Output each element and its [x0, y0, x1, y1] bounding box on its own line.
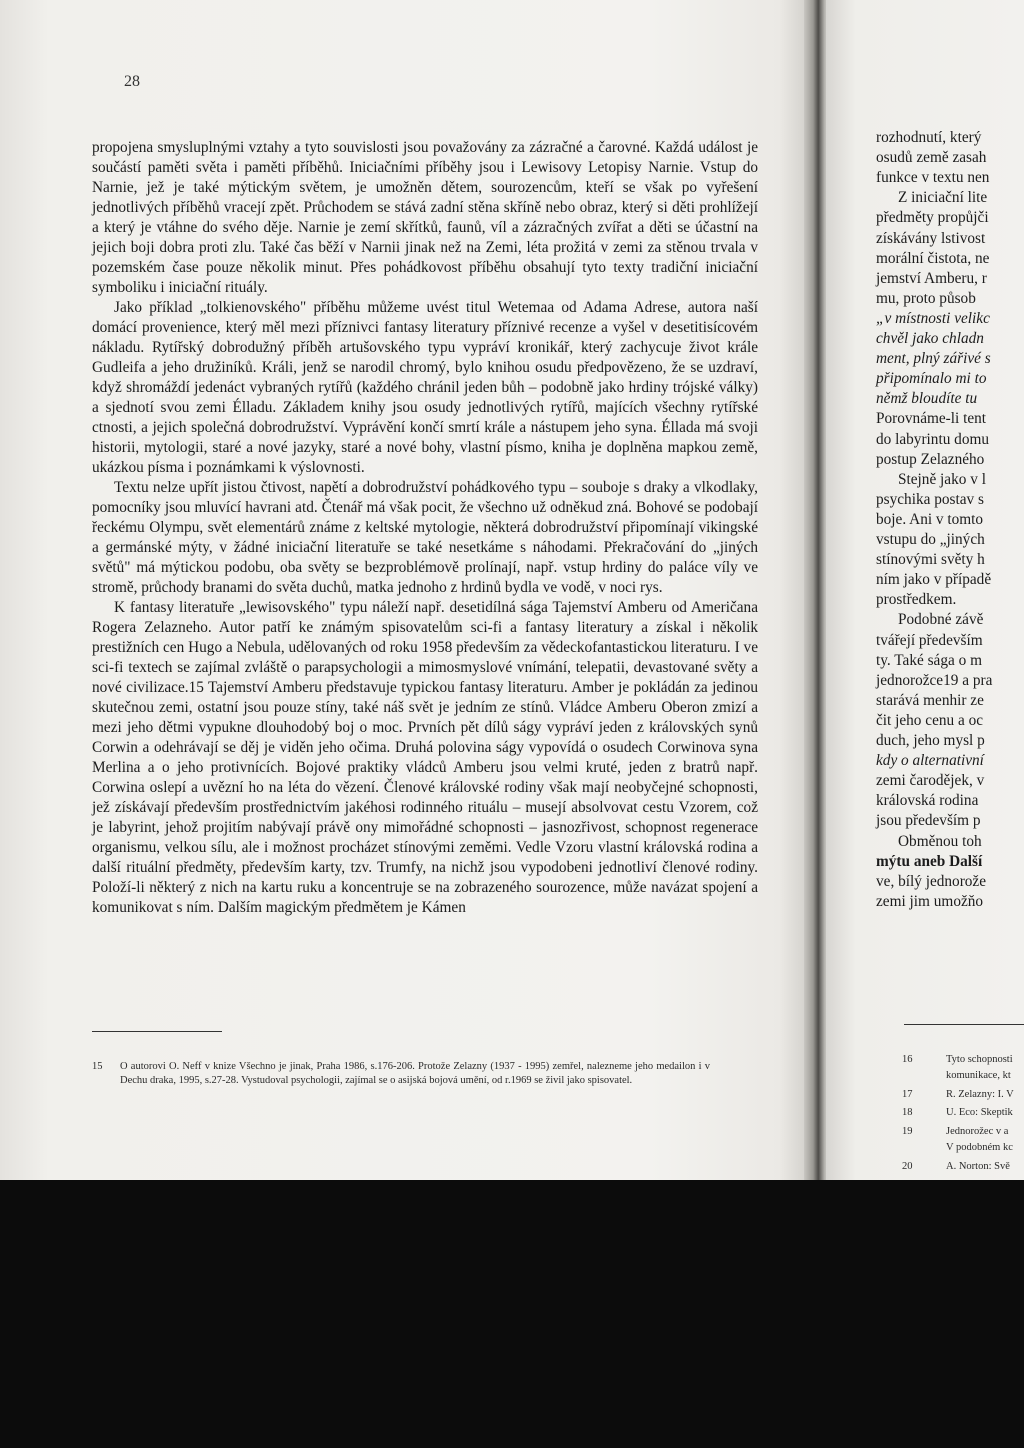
right-footnote-number: 18	[902, 1107, 913, 1118]
right-footnote-text: Jednorožec v a	[946, 1126, 1009, 1137]
right-page-line: ment, plný zářivé s	[876, 350, 991, 368]
right-footnote-number: 20	[902, 1161, 913, 1172]
paragraph: Jako příklad „tolkienovského" příběhu můžeme uvést titul Wetemaa od Adama Adrese, autora naší domácí provenience, který měl mezi příznivci fantasy literatury příznivé recenze a vyšel v desetitisícovém nákladu. Rytířský dobrodužný příběh artušovského typu vypráví kronikář, který zachycuje život krále Gudleifa a jeho družiníků. Králi, jenž se narodil chromý, bylo knihou osudu předpovězeno, že se uzdraví, když shromáždí jedenáct vybraných rytířů (každého chránil jeden bůh – podobně jako hrdiny trójské války) a sjednotí svou zemi Élladu. Základem knihy jsou osudy jednotlivých rytířů, majících všechny rytířské ctnosti, a jejich společná dobrodružství. Vyprávění končí smrtí krále a nástupem jeho syna. Éllada má svoji historii, mytologii, staré a nové jazyky, staré a nové bohy, vlastní písmo, kniha je doplněna mapkou země, ukázkou písma i poznámkami k výslovnosti.	[92, 299, 758, 476]
right-page-line: „v místnosti velikc	[876, 309, 990, 327]
right-page-line: němž bloudíte tu	[876, 390, 978, 408]
right-page-line: morální čistota, ne	[876, 249, 990, 267]
right-footnote-number: 16	[902, 1054, 913, 1065]
right-page	[826, 0, 1024, 1183]
right-footnote-number: 17	[902, 1089, 913, 1100]
right-page-line: zemi jim umožňo	[876, 892, 984, 910]
right-footnote-text: U. Eco: Skeptik	[946, 1107, 1013, 1118]
right-page-line: rozhodnutí, který	[876, 129, 982, 146]
right-page-line: mu, proto působ	[876, 289, 976, 307]
footnote-text: O autorovi O. Neff v knize Všechno je jinak, Praha 1986, s.176-206. Protože Zelazny (1937 - 1995) zemřel, nalezneme jeho medailon i v Dechu draka, 1995, s.27-28. Vystudoval psychologii, zajímal se o asijská bojová umění, od r.1969 se živil jako spisovatel.	[120, 1061, 710, 1086]
right-page-line: předměty propůjči	[876, 209, 989, 227]
right-page-line: Z iniciační lite	[898, 189, 988, 207]
paragraph: Textu nelze upřít jistou čtivost, napětí a dobrodružství pohádkového typu – souboje s draky a vlkodlaky, pomocníky jsou mluvící havrani atd. Čtenář má však pocit, že všechno už odněkud zná. Bohové se podobají řeckému Olympu, svět elementárů známe z keltské mytologie, některá dobrodružství připomínají vikingské a germánské mýty, v žádné iniciační literatuře se také nesetkáme s náhodami. Překračování do „jiných světů" má mýtickou podobu, oba světy se bezproblémově prolínají, např. vstup hrdiny do paláce víly ve stromě, průchody branami do světa duchů, matka jednoho z hrdinů bydla ve vodě, v noci rys.	[92, 479, 758, 596]
right-footnote-text: R. Zelazny: I. V	[946, 1089, 1014, 1100]
right-page-line: královská rodina	[876, 792, 979, 810]
right-page-line: získávány lstivost	[876, 229, 986, 247]
right-page-line: vstupu do „jiných	[876, 531, 985, 548]
right-page-line: stínovými světy h	[876, 551, 985, 569]
right-page-line: jednorožce19 a pra	[876, 671, 993, 689]
right-page-line: mýtu aneb Další	[876, 852, 983, 870]
right-page-line: chvěl jako chladn	[876, 330, 984, 347]
right-page-line: prostředkem.	[876, 591, 957, 609]
right-page-line: ty. Také sága o m	[876, 651, 982, 669]
scanner-background	[0, 1180, 1024, 1448]
right-footnote-text: Tyto schopnosti	[946, 1054, 1013, 1065]
right-page-line: Stejně jako v l	[898, 470, 986, 488]
footnote-rule	[904, 1024, 1024, 1025]
paragraph: propojena smysluplnými vztahy a tyto souvislosti jsou považovány za zázračné a čarovné. Každá událost je součástí paměti světa i paměti příběhů. Iniciačními příběhy jsou i Lewisovy Letopisy Narnie. Vstup do Narnie, jež je také mýtickým světem, je umožněn dětem, sourozencům, kteří se však po vyřešení jednotlivých příběhů vracejí zpět. Průchodem se stává zadní stěna skříně nebo obraz, který si děti prohlížejí a který je vtáhne do svého děje. Narnie je zemí skřítků, faunů, víl a zázračných zvířat a děti se účastní na jejich boji dobra proti zlu. Také čas běží v Narnii jinak než na Zemi, léta prožitá v zemi za stěnou trvala v pozemském čase pouze několik minut. Přes pohádkovost příběhu obsahují tyto texty tradiční iniciační symboliku i iniciační rituály.	[92, 139, 758, 296]
right-page-line: Obměnou toh	[898, 832, 982, 850]
right-page-line: ním jako v případě	[876, 571, 992, 589]
right-page-line: čit jeho cenu a oc	[876, 711, 984, 729]
right-page-line: duch, jeho mysl p	[876, 732, 985, 749]
right-page-line: osudů země zasah	[876, 149, 987, 167]
right-page-line: do labyrintu domu	[876, 430, 990, 448]
right-page-line: Porovnáme-li tent	[876, 410, 987, 428]
page-number: 28	[124, 73, 140, 90]
right-page-line: boje. Ani v tomto	[876, 510, 984, 528]
right-footnote-text: A. Norton: Svě	[946, 1161, 1010, 1172]
right-page-line: jsou především p	[876, 812, 981, 830]
paragraph: K fantasy literatuře „lewisovského" typu náleží např. desetidílná sága Tajemství Amberu od Američana Rogera Zelazneho. Autor patří ke známým spisovatelům sci-fi a fantasy literatury a získal i několik prestižních cen Hugo a Nebula, udělovaných od roku 1958 především za vědeckofantastickou literaturu. I ve sci-fi textech se zajímal zvláště o parapsychologii a mimosmyslové vnímání, telepatii, devastované světy a nové civilizace.15 Tajemství Amberu představuje typickou fantasy literaturu. Amber je pokládán za jedinou skutečnou zemi, ostatní jsou pouze stíny, také náš svět je jedním ze stínů. Vládce Amberu Oberon zmizí a mezi jeho dětmi vypukne dlouhodobý boj o moc. Prvních pět dílů ságy vypráví jeden z královských synů Corwin a odehrávají se děj je viděn jeho očima. Druhá polovina ságy vypovídá o osudech Corwinova syna Merlina a o jeho protivnících. Bojové praktiky vládců Amberu jsou velmi kruté, jeden z bratrů např. Corwina oslepí a uvězní ho na léta do vězení. Členové královské rodiny však mají neobyčejné schopnosti, jež získávají především prostřednictvím jakéhosi rodinného rituálu – musejí absolvovat cestu Vzorem, což je labyrint, jehož projitím nabývají právě ony mimořádné schopnosti – jasnozřivost, schopnost regenerace organismu, velkou sílu, ale i možnost procházet stínovými zeměmi. Vedle Vzoru vlastní královská rodina a další rituální předměty, především karty, tzv. Trumfy, na nichž jsou vypodobeni jednotliví členové rodiny. Položí-li některý z nich na kartu ruku a koncentruje se na zobrazeného sourozence, může navázat spojení a komunikovat s ním. Dalším magickým předmětem je Kámen	[92, 599, 758, 916]
right-page-line: jemství Amberu, r	[876, 269, 987, 287]
right-footnote-number: 19	[902, 1126, 913, 1137]
right-page-line: funkce v textu nen	[876, 169, 990, 187]
right-page-line: starává menhir ze	[876, 691, 984, 709]
body-text	[92, 138, 758, 918]
right-footnote-text: V podobném kc	[946, 1142, 1013, 1153]
right-page-line: připomínalo mi to	[876, 370, 987, 388]
right-page-line: ve, bílý jednorože	[876, 872, 987, 890]
right-page-line: postup Zelazného	[876, 450, 985, 468]
right-page-line: Podobné závě	[898, 611, 984, 629]
footnote-number: 15	[92, 1061, 103, 1072]
right-page-line: kdy o alternativní	[876, 752, 984, 770]
footnote-rule	[92, 1031, 222, 1032]
right-page-line: zemi čarodějek, v	[876, 772, 985, 790]
right-page-line: psychika postav s	[876, 490, 984, 508]
right-footnote-text: komunikace, kt	[946, 1070, 1011, 1081]
right-page-line: tvářejí především	[876, 631, 983, 649]
